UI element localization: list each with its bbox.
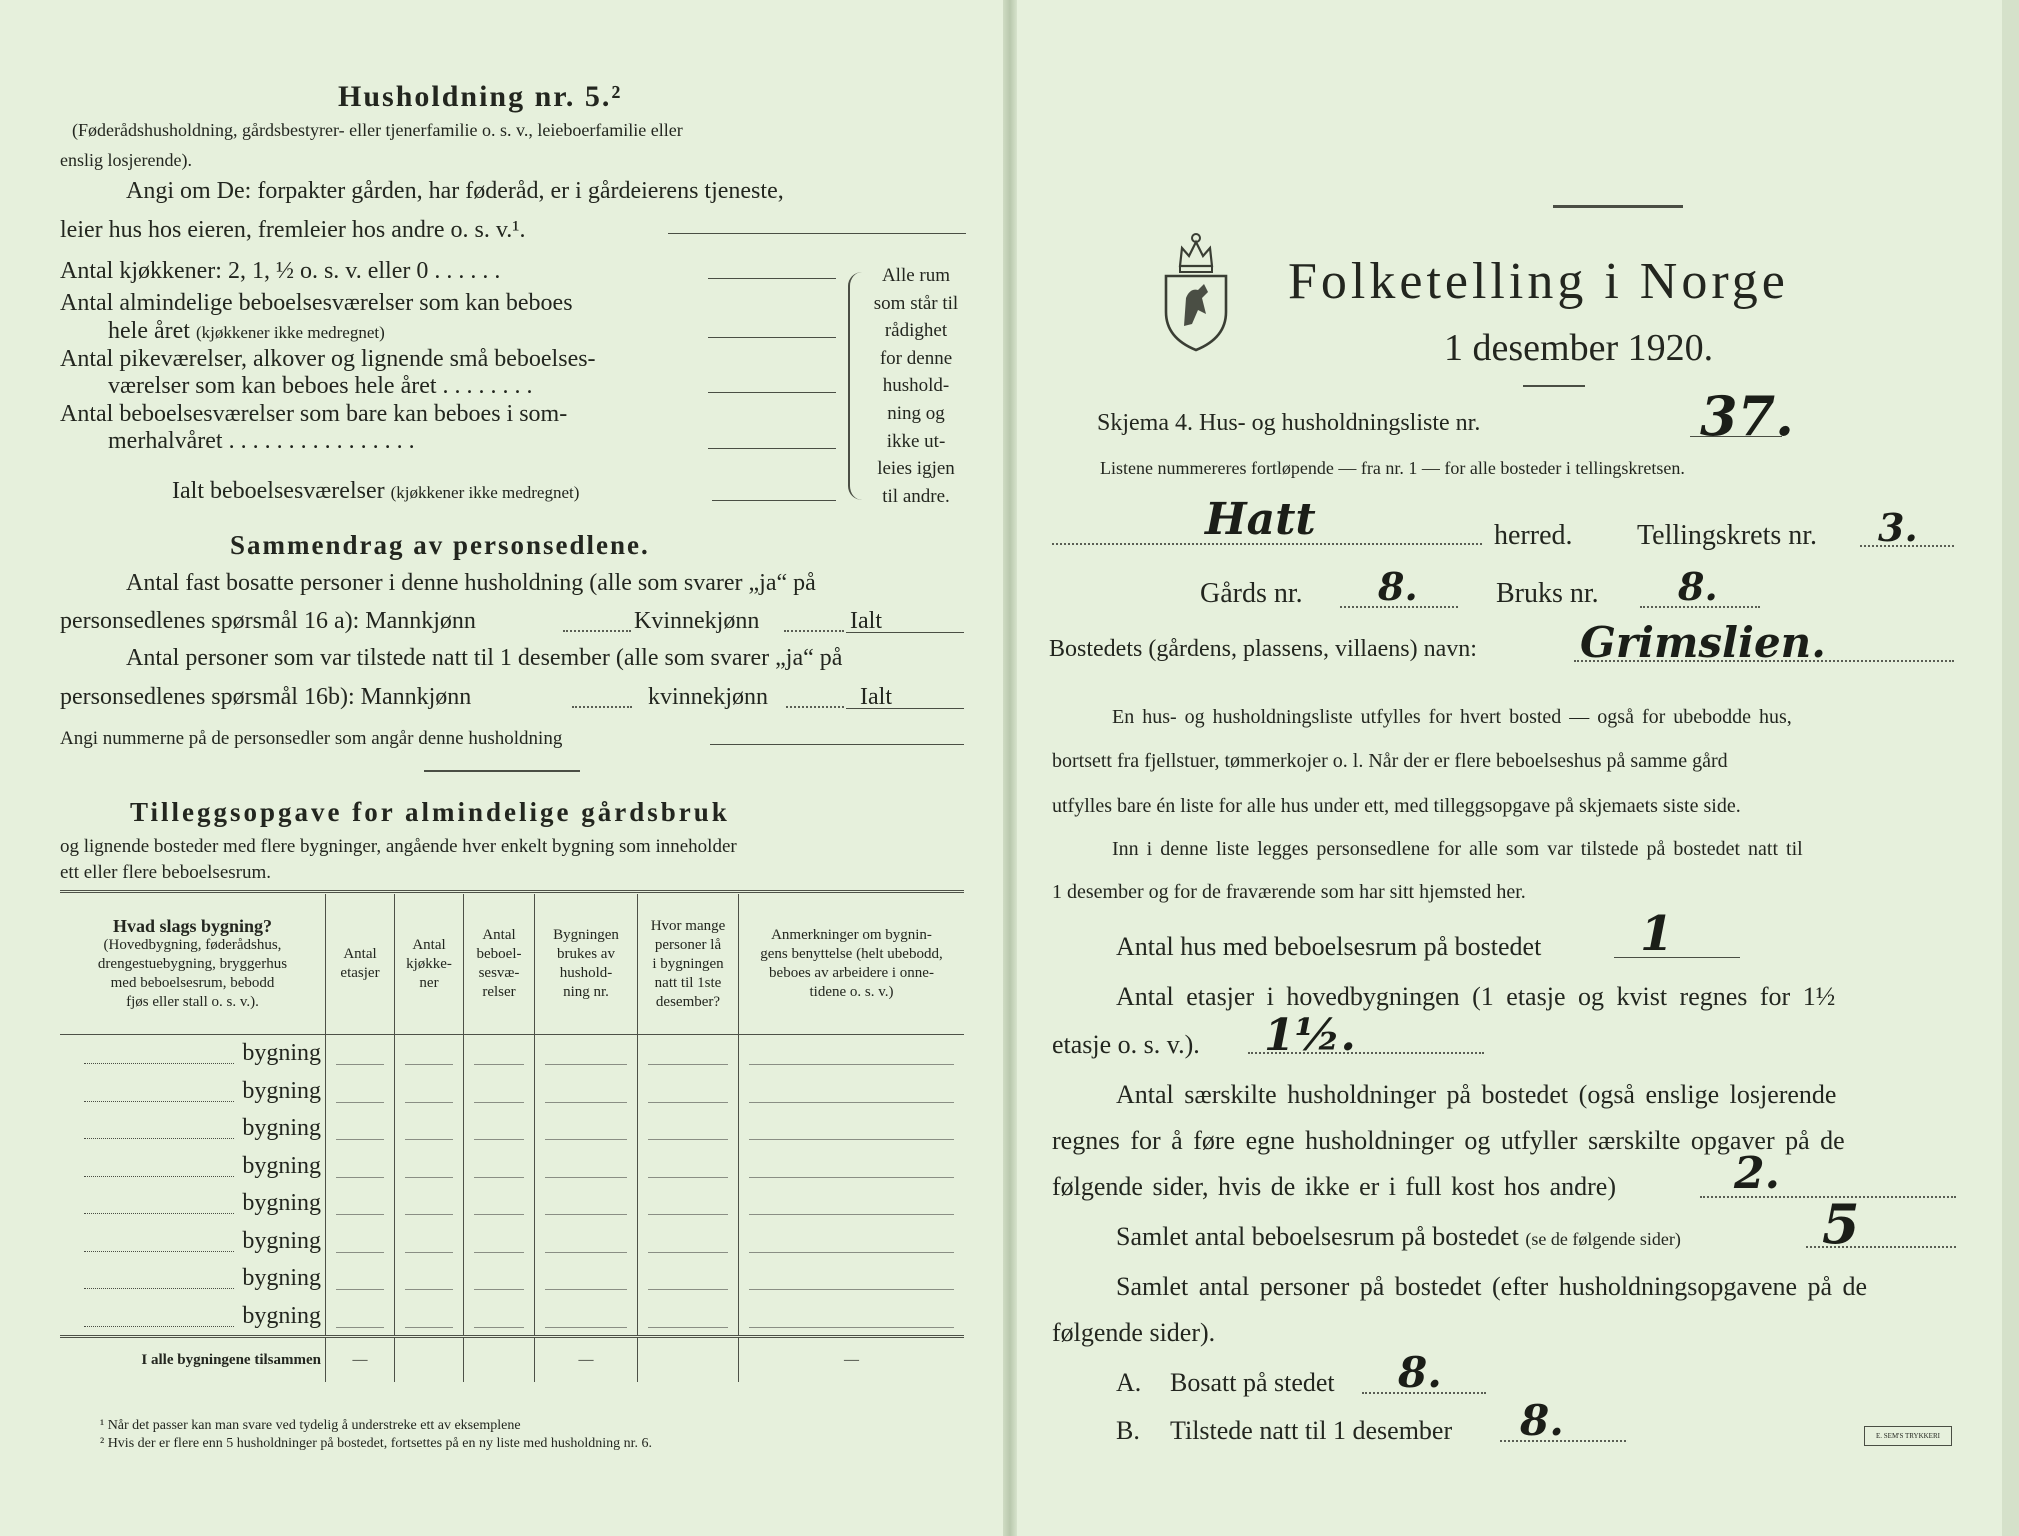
section-divider: [424, 770, 580, 772]
cell-blank: [749, 1230, 954, 1253]
cell-blank: [336, 1117, 384, 1140]
cell-blank: [545, 1117, 627, 1140]
building-type-cell[interactable]: [60, 1298, 326, 1337]
pike-field[interactable]: [708, 392, 836, 393]
building-cell[interactable]: [464, 1185, 535, 1223]
cell-blank: [405, 1305, 453, 1328]
tillegg-line-2: ett eller flere beboelsesrum.: [60, 862, 272, 883]
tilstede-field: [1500, 1440, 1626, 1442]
building-cell[interactable]: [535, 1298, 638, 1337]
page-fold: [1003, 0, 1017, 1536]
building-cell[interactable]: [535, 1148, 638, 1186]
table-row: [60, 1185, 964, 1223]
total-husholdning: —: [535, 1337, 638, 1383]
building-type-blank: [84, 1288, 234, 1289]
hus-value[interactable]: 1: [1640, 906, 1674, 962]
ialt-field-2[interactable]: [846, 708, 964, 709]
building-cell[interactable]: [395, 1073, 464, 1111]
bosatt-field: [1362, 1392, 1486, 1394]
building-cell[interactable]: [326, 1223, 395, 1261]
nummerne-field[interactable]: [710, 744, 964, 745]
cell-blank: [648, 1305, 728, 1328]
total-anmerkninger: —: [739, 1337, 965, 1383]
total-vaerelser: [464, 1337, 535, 1383]
table-row: [60, 1035, 964, 1073]
total-kjokkener: [395, 1337, 464, 1383]
bygning-label: bygning: [242, 1302, 321, 1329]
table-row: [60, 1073, 964, 1111]
bygning-label: bygning: [242, 1227, 321, 1254]
col-personer: Hvor mange personer lå i bygningen natt til 1ste desember?: [638, 894, 739, 1035]
krets-field: [1860, 545, 1954, 547]
cell-blank: [749, 1305, 954, 1328]
building-cell[interactable]: [739, 1073, 965, 1111]
instructions-2: bortsett fra fjellstuer, tømmerkojer o. l. Når der er flere beboelseshus på samme gård: [1052, 750, 1728, 772]
total-etasjer: —: [326, 1337, 395, 1383]
printer-stamp: E. SEM'S TRYKKERI: [1864, 1426, 1952, 1446]
folketelling-title: Folketelling i Norge: [1288, 253, 1789, 310]
cell-blank: [336, 1230, 384, 1253]
angi-line-2: leier hus hos eieren, fremleier hos andre o. s. v.¹.: [60, 217, 526, 243]
kvinnekjonn-field-1[interactable]: [784, 630, 844, 632]
cell-blank: [474, 1267, 524, 1290]
footnote-1: ¹ Når det passer kan man svare ved tydelig å understreke ett av eksemplene: [100, 1418, 521, 1433]
building-cell[interactable]: [395, 1260, 464, 1298]
kjokkener-label: Antal kjøkkener: 2, 1, ½ o. s. v. eller 0 . . . . . .: [60, 258, 501, 284]
cell-blank: [405, 1117, 453, 1140]
cell-blank: [474, 1042, 524, 1065]
cell-blank: [405, 1267, 453, 1290]
saer-line-3: følgende sider, hvis de ikke er i full kost hos andre): [1052, 1172, 1616, 1201]
building-cell[interactable]: [638, 1185, 739, 1223]
cell-blank: [648, 1117, 728, 1140]
sammendrag-line-2: personsedlenes spørsmål 16 a): Mannkjønn: [60, 608, 476, 634]
cell-blank: [336, 1305, 384, 1328]
herred-field: [1052, 543, 1482, 545]
norway-coat-of-arms-icon: [1158, 226, 1234, 354]
cell-blank: [405, 1192, 453, 1215]
building-type-cell[interactable]: [60, 1148, 326, 1186]
building-cell[interactable]: [395, 1110, 464, 1148]
building-cell[interactable]: [739, 1185, 965, 1223]
tillegg-title: Tilleggsopgave for almindelige gårdsbruk: [130, 797, 730, 827]
hus-label: Antal hus med beboelsesrum på bostedet: [1116, 932, 1542, 961]
building-cell[interactable]: [326, 1185, 395, 1223]
skjema-field: [1690, 436, 1782, 437]
table-top-rule: [60, 890, 964, 893]
building-cell[interactable]: [739, 1148, 965, 1186]
cell-blank: [648, 1192, 728, 1215]
cell-blank: [336, 1155, 384, 1178]
building-type-cell[interactable]: [60, 1110, 326, 1148]
gards-label: Gårds nr.: [1200, 578, 1303, 609]
building-cell[interactable]: [464, 1223, 535, 1261]
household-subtitle-2: enslig losjerende).: [60, 150, 192, 170]
table-row: [60, 1260, 964, 1298]
cell-blank: [405, 1155, 453, 1178]
building-cell[interactable]: [464, 1260, 535, 1298]
cell-blank: [749, 1117, 954, 1140]
bosted-label: Bostedets (gårdens, plassens, villaens) navn:: [1049, 636, 1477, 662]
bruks-label: Bruks nr.: [1496, 578, 1599, 609]
cell-blank: [749, 1042, 954, 1065]
sammendrag-title: Sammendrag av personsedlene.: [230, 530, 650, 560]
bosted-field: [1574, 660, 1954, 662]
building-cell[interactable]: [638, 1148, 739, 1186]
building-type-blank: [84, 1176, 234, 1177]
building-type-blank: [84, 1326, 234, 1327]
kjokkener-field[interactable]: [708, 278, 836, 279]
samlet-pers-line-2: følgende sider).: [1052, 1318, 1216, 1347]
nummerne-label: Angi nummerne på de personsedler som angår denne husholdning: [60, 728, 563, 749]
cell-blank: [545, 1267, 627, 1290]
total-label: I alle bygningene tilsammen: [141, 1351, 321, 1368]
tillegg-line-1: og lignende bosteder med flere bygninger, angående hver enkelt bygning som inneholder: [60, 836, 737, 857]
col-kjokkener: Antal kjøkke- ner: [395, 894, 464, 1035]
herred-value[interactable]: Hatt: [1205, 494, 1316, 545]
cell-blank: [648, 1042, 728, 1065]
instructions-5: 1 desember og for de fraværende som har sitt hjemsted her.: [1052, 881, 1526, 903]
cell-blank: [749, 1080, 954, 1103]
building-cell[interactable]: [395, 1035, 464, 1073]
mannkjonn-field-1[interactable]: [563, 630, 631, 632]
building-cell[interactable]: [638, 1260, 739, 1298]
etasjer-line-1: Antal etasjer i hovedbygningen (1 etasje og kvist regnes for 1½: [1116, 982, 1836, 1011]
bygning-label: bygning: [242, 1152, 321, 1179]
building-cell[interactable]: [638, 1223, 739, 1261]
instructions-1: En hus- og husholdningsliste utfylles for hvert bosted — også for ubebodde hus,: [1112, 706, 1792, 728]
building-cell[interactable]: [326, 1260, 395, 1298]
instructions-3: utfylles bare én liste for alle hus under ett, med tilleggsopgave på skjemaets siste side.: [1052, 795, 1741, 817]
angi-line-1: Angi om De: forpakter gården, har føderåd, er i gårdeierens tjeneste,: [126, 178, 784, 204]
building-type-blank: [84, 1063, 234, 1064]
page-edge: [2002, 0, 2019, 1536]
building-cell[interactable]: [464, 1073, 535, 1111]
building-cell[interactable]: [395, 1185, 464, 1223]
building-cell[interactable]: [638, 1298, 739, 1337]
building-cell[interactable]: [326, 1035, 395, 1073]
cell-blank: [336, 1192, 384, 1215]
sammendrag-line-4: personsedlenes spørsmål 16b): Mannkjønn: [60, 684, 472, 710]
etasjer-line-2: etasje o. s. v.).: [1052, 1030, 1200, 1059]
bygning-label: bygning: [242, 1077, 321, 1104]
ialt-field[interactable]: [712, 500, 836, 501]
footnote-2: ² Hvis der er flere enn 5 husholdninger på bostedet, fortsettes på en ny liste med husholdning nr. 6.: [100, 1436, 653, 1451]
building-cell[interactable]: [638, 1035, 739, 1073]
sommer-label-1: Antal beboelsesværelser som bare kan beboes i som-: [60, 401, 568, 427]
building-type-cell[interactable]: [60, 1185, 326, 1223]
krets-value[interactable]: 3.: [1878, 505, 1918, 550]
building-type-blank: [84, 1138, 234, 1139]
table-row: [60, 1223, 964, 1261]
alm-field[interactable]: [708, 337, 836, 338]
herred-label: herred.: [1494, 520, 1573, 551]
building-cell[interactable]: [535, 1035, 638, 1073]
tilstede-letter: B.: [1116, 1416, 1140, 1445]
cell-blank: [405, 1042, 453, 1065]
bruks-value[interactable]: 8.: [1678, 564, 1718, 609]
kvinnekjonn-field-2[interactable]: [786, 706, 844, 708]
building-cell[interactable]: [535, 1185, 638, 1223]
alm-label-1: Antal almindelige beboelsesværelser som kan beboes: [60, 290, 573, 316]
saer-line-2: regnes for å føre egne husholdninger og utfyller særskilte opgaver på de: [1052, 1126, 1845, 1155]
building-cell[interactable]: [395, 1148, 464, 1186]
building-type-cell[interactable]: [60, 1073, 326, 1111]
building-cell[interactable]: [395, 1223, 464, 1261]
bracket: [848, 272, 868, 500]
alm-label-2: hele året (kjøkkener ikke medregnet): [108, 318, 385, 344]
ialt-label-2: Ialt: [860, 684, 892, 710]
cell-blank: [749, 1155, 954, 1178]
bosatt-letter: A.: [1116, 1368, 1142, 1397]
cell-blank: [474, 1230, 524, 1253]
cell-blank: [474, 1305, 524, 1328]
table-row: [60, 1298, 964, 1337]
building-cell[interactable]: [395, 1298, 464, 1337]
building-cell[interactable]: [464, 1110, 535, 1148]
krets-label: Tellingskrets nr.: [1637, 520, 1818, 551]
etasjer-value[interactable]: 1½.: [1264, 1010, 1356, 1061]
col-beboelsesvaerelser: Antal beboel- sesvæ- relser: [464, 894, 535, 1035]
cell-blank: [648, 1155, 728, 1178]
building-cell[interactable]: [739, 1223, 965, 1261]
bosatt-value[interactable]: 8.: [1398, 1348, 1442, 1397]
building-cell[interactable]: [638, 1110, 739, 1148]
cell-blank: [749, 1192, 954, 1215]
ialt-label: Ialt beboelsesværelser (kjøkkener ikke medregnet): [172, 478, 580, 504]
building-type-blank: [84, 1101, 234, 1102]
bygning-label: bygning: [242, 1265, 321, 1292]
cell-blank: [648, 1080, 728, 1103]
saer-line-1: Antal særskilte husholdninger på bostedet (også enslige losjerende: [1116, 1080, 1837, 1109]
gards-value[interactable]: 8.: [1378, 564, 1418, 609]
ialt-field-1[interactable]: [846, 632, 964, 633]
bygning-label: bygning: [242, 1190, 321, 1217]
bosted-value[interactable]: Grimslien.: [1580, 618, 1826, 667]
building-cell[interactable]: [326, 1298, 395, 1337]
samlet-rum-field: [1806, 1246, 1956, 1248]
gards-field: [1340, 606, 1458, 608]
household-title: Husholdning nr. 5.²: [338, 80, 623, 113]
bracket-note: Alle rum som står til rådighet for denne hushold- ning og ikke ut- leies igjen til andre.: [873, 265, 959, 507]
cell-blank: [545, 1230, 627, 1253]
col-building-type: Hvad slags bygning? (Hovedbygning, føderådshus, drengestuebygning, bryggerhus med beboelsesrum, bebodd fjøs eller stall o. s. v.).: [60, 894, 326, 1035]
household-subtitle: (Føderådshusholdning, gårdsbestyrer- eller tjenerfamilie o. s. v., leieboerfamilie eller: [72, 120, 683, 140]
kvinnekjonn-label-1: Kvinnekjønn: [634, 608, 760, 634]
mannkjonn-field-2[interactable]: [572, 706, 632, 708]
cell-blank: [474, 1117, 524, 1140]
building-cell[interactable]: [739, 1298, 965, 1337]
cell-blank: [648, 1267, 728, 1290]
building-cell[interactable]: [464, 1148, 535, 1186]
kvinnekjonn-label-2: kvinnekjønn: [648, 684, 768, 710]
top-dash: [1553, 205, 1683, 208]
title-rule: [1523, 385, 1585, 387]
tilstede-label: Tilstede natt til 1 desember: [1170, 1416, 1453, 1445]
saer-value[interactable]: 2.: [1734, 1148, 1780, 1199]
building-cell[interactable]: [739, 1110, 965, 1148]
sammendrag-line-1: Antal fast bosatte personer i denne husholdning (alle som svarer „ja“ på: [126, 570, 816, 596]
cell-blank: [336, 1042, 384, 1065]
total-personer: [638, 1337, 739, 1383]
cell-blank: [474, 1192, 524, 1215]
skjema-value[interactable]: 37.: [1700, 384, 1794, 448]
listene-note: Listene nummereres fortløpende — fra nr. 1 — for alle bosteder i tellingskretsen.: [1100, 458, 1685, 478]
building-cell[interactable]: [535, 1110, 638, 1148]
cell-blank: [545, 1080, 627, 1103]
pike-label-1: Antal pikeværelser, alkover og lignende små beboelses-: [60, 346, 596, 372]
cell-blank: [474, 1155, 524, 1178]
building-cell[interactable]: [464, 1035, 535, 1073]
col-anmerkninger: Anmerkninger om bygnin- gens benyttelse (helt ubebodd, beboes av arbeidere i onne- tidene o. s. v.): [739, 894, 965, 1035]
cell-blank: [648, 1230, 728, 1253]
cell-blank: [545, 1192, 627, 1215]
cell-blank: [336, 1267, 384, 1290]
table-row: [60, 1148, 964, 1186]
building-table-header: [60, 894, 964, 1035]
building-cell[interactable]: [464, 1298, 535, 1337]
ialt-label-1: Ialt: [850, 608, 882, 634]
instructions-4: Inn i denne liste legges personsedlene for alle som var tilstede på bostedet natt til: [1112, 838, 1803, 860]
bygning-label: bygning: [242, 1040, 321, 1067]
sommer-field[interactable]: [708, 448, 836, 449]
bygning-label: bygning: [242, 1115, 321, 1142]
sommer-label-2: merhalvåret . . . . . . . . . . . . . . . .: [108, 428, 415, 454]
building-cell[interactable]: [739, 1260, 965, 1298]
building-cell[interactable]: [326, 1073, 395, 1111]
etasjer-field: [1248, 1052, 1484, 1054]
cell-blank: [405, 1230, 453, 1253]
tilstede-value[interactable]: 8.: [1520, 1396, 1564, 1445]
cell-blank: [749, 1267, 954, 1290]
hus-field: [1614, 957, 1740, 958]
building-type-cell[interactable]: [60, 1260, 326, 1298]
census-date: 1 desember 1920.: [1444, 327, 1714, 369]
building-cell[interactable]: [739, 1035, 965, 1073]
samlet-rum-value[interactable]: 5: [1822, 1192, 1860, 1256]
angi-answer-line[interactable]: [668, 233, 966, 234]
bosatt-label: Bosatt på stedet: [1170, 1368, 1335, 1397]
pike-label-2: værelser som kan beboes hele året . . . . . . . .: [108, 373, 533, 399]
col-etasjer: Antal etasjer: [326, 894, 395, 1035]
building-type-blank: [84, 1251, 234, 1252]
cell-blank: [545, 1305, 627, 1328]
samlet-rum-label: Samlet antal beboelsesrum på bostedet (se de følgende sider): [1116, 1222, 1681, 1251]
cell-blank: [336, 1080, 384, 1103]
building-type-cell[interactable]: [60, 1035, 326, 1073]
cell-blank: [474, 1080, 524, 1103]
building-type-blank: [84, 1213, 234, 1214]
sammendrag-line-3: Antal personer som var tilstede natt til 1 desember (alle som svarer „ja“ på: [126, 645, 843, 671]
building-cell[interactable]: [535, 1260, 638, 1298]
building-cell[interactable]: [326, 1110, 395, 1148]
table-row: [60, 1110, 964, 1148]
total-row: [60, 1337, 964, 1383]
cell-blank: [545, 1155, 627, 1178]
building-cell[interactable]: [535, 1073, 638, 1111]
building-table: [60, 894, 964, 1382]
building-cell[interactable]: [326, 1148, 395, 1186]
samlet-pers-line-1: Samlet antal personer på bostedet (efter husholdningsopgavene på de: [1116, 1272, 1868, 1301]
col-husholdning-nr: Bygningen brukes av hushold- ning nr.: [535, 894, 638, 1035]
cell-blank: [405, 1080, 453, 1103]
building-cell[interactable]: [535, 1223, 638, 1261]
skjema-label: Skjema 4. Hus- og husholdningsliste nr.: [1097, 410, 1481, 436]
bruks-field: [1640, 606, 1760, 608]
building-type-cell[interactable]: [60, 1223, 326, 1261]
cell-blank: [545, 1042, 627, 1065]
building-cell[interactable]: [638, 1073, 739, 1111]
